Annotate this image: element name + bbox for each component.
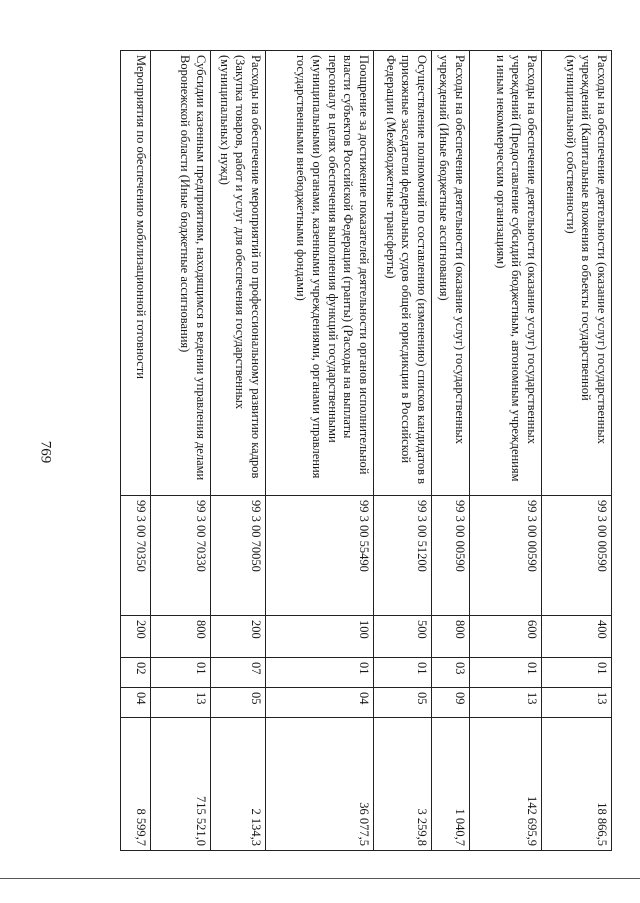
row-name: Осуществление полномочий по составлению (изменению) списков кандидатов в присяжные заседатели федеральных судов общей юрисдикции в Российской Федерации (Межбюджетные трансферты)	[374, 51, 432, 496]
row-pr: 13	[470, 688, 542, 718]
row-pr: 04	[121, 688, 151, 718]
row-sum: 142 695,9	[470, 718, 542, 851]
row-rz: 01	[374, 658, 432, 688]
row-pr: 05	[374, 688, 432, 718]
row-vr: 400	[542, 616, 612, 658]
table-row	[121, 51, 151, 851]
row-pr: 04	[266, 688, 374, 718]
table-row	[266, 51, 374, 851]
table-row	[374, 51, 432, 851]
table-row	[542, 51, 612, 851]
row-vr: 100	[266, 616, 374, 658]
row-vr: 800	[432, 616, 470, 658]
row-sum: 18 866,5	[542, 718, 612, 851]
row-vr: 800	[151, 616, 211, 658]
row-vr: 200	[211, 616, 266, 658]
budget-table	[120, 50, 612, 851]
row-name: Расходы на обеспечение деятельности (оказание услуг) государственных учреждений (Предоставление субсидий бюджетным, автономным учреждениям и иным некоммерческим организациям)	[470, 51, 542, 496]
row-rz: 07	[211, 658, 266, 688]
row-sum: 36 077,5	[266, 718, 374, 851]
table-row	[470, 51, 542, 851]
row-pr: 09	[432, 688, 470, 718]
row-code: 99 3 00 00590	[542, 496, 612, 616]
row-rz: 01	[542, 658, 612, 688]
row-name: Расходы на обеспечение деятельности (оказание услуг) государственных учреждений (Иные бюджетные ассигнования)	[432, 51, 470, 496]
row-pr: 05	[211, 688, 266, 718]
row-code: 99 3 00 51200	[374, 496, 432, 616]
table-row	[432, 51, 470, 851]
row-name: Расходы на обеспечение деятельности (оказание услуг) государственных учреждений (Капитальные вложения в объекты государственной (муниципальной) собственности)	[542, 51, 612, 496]
row-rz: 03	[432, 658, 470, 688]
row-code: 99 3 00 00590	[470, 496, 542, 616]
row-rz: 01	[470, 658, 542, 688]
row-vr: 200	[121, 616, 151, 658]
row-sum: 3 259,8	[374, 718, 432, 851]
table-row	[211, 51, 266, 851]
table-row	[151, 51, 211, 851]
row-sum: 8 599,7	[121, 718, 151, 851]
row-sum: 2 134,3	[211, 718, 266, 851]
row-name: Субсидии казенным предприятиям, находящимся в ведении управления делами Воронежской области (Иные бюджетные ассигнования)	[151, 51, 211, 496]
row-code: 99 3 00 55490	[266, 496, 374, 616]
rotated-table-wrapper	[112, 50, 612, 850]
row-name: Мероприятия по обеспечению мобилизационной готовности	[121, 51, 151, 496]
row-sum: 1 040,7	[432, 718, 470, 851]
row-code: 99 3 00 70350	[121, 496, 151, 616]
row-rz: 02	[121, 658, 151, 688]
row-pr: 13	[542, 688, 612, 718]
row-rz: 01	[266, 658, 374, 688]
page-number: 769	[37, 440, 54, 464]
row-sum: 715 521,0	[151, 718, 211, 851]
scan-edge-line	[0, 878, 640, 879]
row-pr: 13	[151, 688, 211, 718]
row-rz: 01	[151, 658, 211, 688]
row-name: Расходы на обеспечение мероприятий по профессиональному развитию кадров (Закупка товаров, работ и услуг для обеспечения государственных (муниципальных) нужд)	[211, 51, 266, 496]
row-code: 99 3 00 70330	[151, 496, 211, 616]
row-vr: 600	[470, 616, 542, 658]
row-code: 99 3 00 00590	[432, 496, 470, 616]
row-code: 99 3 00 70050	[211, 496, 266, 616]
row-vr: 500	[374, 616, 432, 658]
row-name: Поощрение за достижение показателей деятельности органов исполнительной власти субъектов Российской Федерации (гранты) (Расходы на выплаты персоналу в целях обеспечения выполнения функций государственными (муниципальными) органами, казенными учреждениями, органами управления государственными внебюджетными фондами)	[266, 51, 374, 496]
